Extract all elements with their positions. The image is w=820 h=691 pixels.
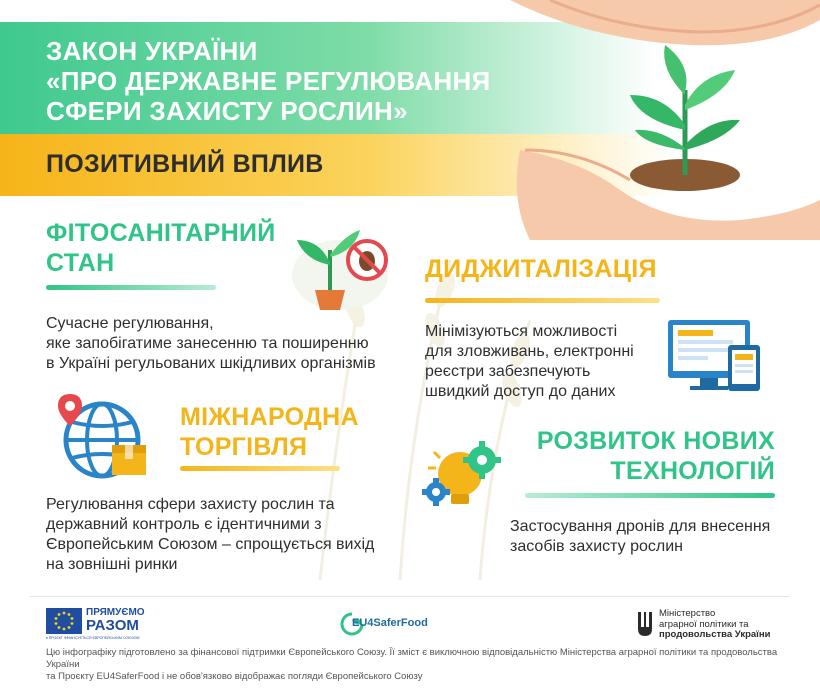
tech-underline [525,493,775,498]
logo-ministry [635,607,785,643]
trade-title-line-1: МІЖНАРОДНА [180,403,359,431]
disclaimer-line-2: та Проєкту EU4SaferFood і не обов'язково відображає погляди Європейського Союзу [46,671,423,682]
phyto-title-line-2: СТАН [46,249,115,277]
tech-title-line-2: ТЕХНОЛОГІЙ [610,457,775,485]
digital-text-line-2: для зловживань, електронні [425,343,634,360]
footer-divider [30,596,790,597]
phyto-text-line-1: Сучасне регулювання, [46,315,214,332]
digital-text-line-4: швидкий доступ до даних [425,383,616,400]
eu-flag-icon [46,608,82,634]
digital-underline [425,298,660,303]
tech-text-line-1: Застосування дронів для внесення [510,518,771,535]
ministry-line-3: продовольства України [659,629,771,640]
plant-pest-icon [285,215,395,315]
tech-text [510,517,770,557]
hands-sprout-illustration [470,0,820,240]
footer-disclaimer [46,647,786,683]
phyto-title-line-1: ФІТОСАНІТАРНИЙ [46,219,276,247]
trade-text [46,495,374,575]
digital-text [425,322,634,402]
globe-package-icon [52,390,162,490]
logo-together [46,605,186,641]
logo-together-small: ♦ ПРОЄКТ ФІНАНСУЄТЬСЯ ЄВРОПЕЙСЬКИМ СОЮЗОМ [46,636,140,640]
monitor-tablet-icon [660,315,770,395]
trade-text-line-4: на зовнішні ринки [46,556,178,573]
title-line-1: ЗАКОН УКРАЇНИ [46,36,258,66]
page-subtitle: ПОЗИТИВНИЙ ВПЛИВ [46,150,324,178]
phyto-text-line-2: яке запобігатиме занесенню та поширенню [46,335,369,352]
logo-eu4saferfood-text: EU4SaferFood [352,617,428,629]
title-line-3: СФЕРИ ЗАХИСТУ РОСЛИН» [46,96,408,126]
section-phyto-title [46,218,275,278]
trade-title-line-2: ТОРГІВЛЯ [180,433,308,461]
trade-underline [180,466,340,471]
digital-text-line-3: реєстри забезпечують [425,363,591,380]
ministry-line-2: аграрної політики та [659,618,749,630]
trident-icon [635,609,655,639]
disclaimer-line-1: Цю інфографіку підготовлено за фінансової підтримки Європейського Союзу. Її зміст є виключною відповідальністю Міністерства аграрної політики та продовольства України [46,647,778,670]
section-tech-title [470,426,775,486]
section-digital-title: ДИДЖИТАЛІЗАЦІЯ [425,255,657,283]
logo-ministry-text [659,609,770,641]
phyto-text [46,314,376,374]
tech-text-line-2: засобів захисту рослин [510,538,684,555]
logo-together-line1: ПРЯМУЄМО [86,607,145,618]
page-title [46,36,506,126]
logo-together-line2: РАЗОМ [86,617,139,634]
ministry-line-1: Міністерство [659,608,716,619]
title-line-2: «ПРО ДЕРЖАВНЕ РЕГУЛЮВАННЯ [46,66,491,96]
section-trade-title [180,402,359,462]
digital-text-line-1: Мінімізуються можливості [425,323,618,340]
tech-title-line-1: РОЗВИТОК НОВИХ [536,427,775,455]
trade-text-line-2: державний контроль є ідентичними з [46,516,322,533]
trade-text-line-1: Регулювання сфери захисту рослин та [46,496,335,513]
phyto-text-line-3: в Україні регульованих шкідливих організмів [46,355,376,372]
logo-eu4saferfood [340,612,450,636]
phyto-underline [46,285,216,290]
trade-text-line-3: Європейським Союзом – спрощується вихід [46,536,375,553]
